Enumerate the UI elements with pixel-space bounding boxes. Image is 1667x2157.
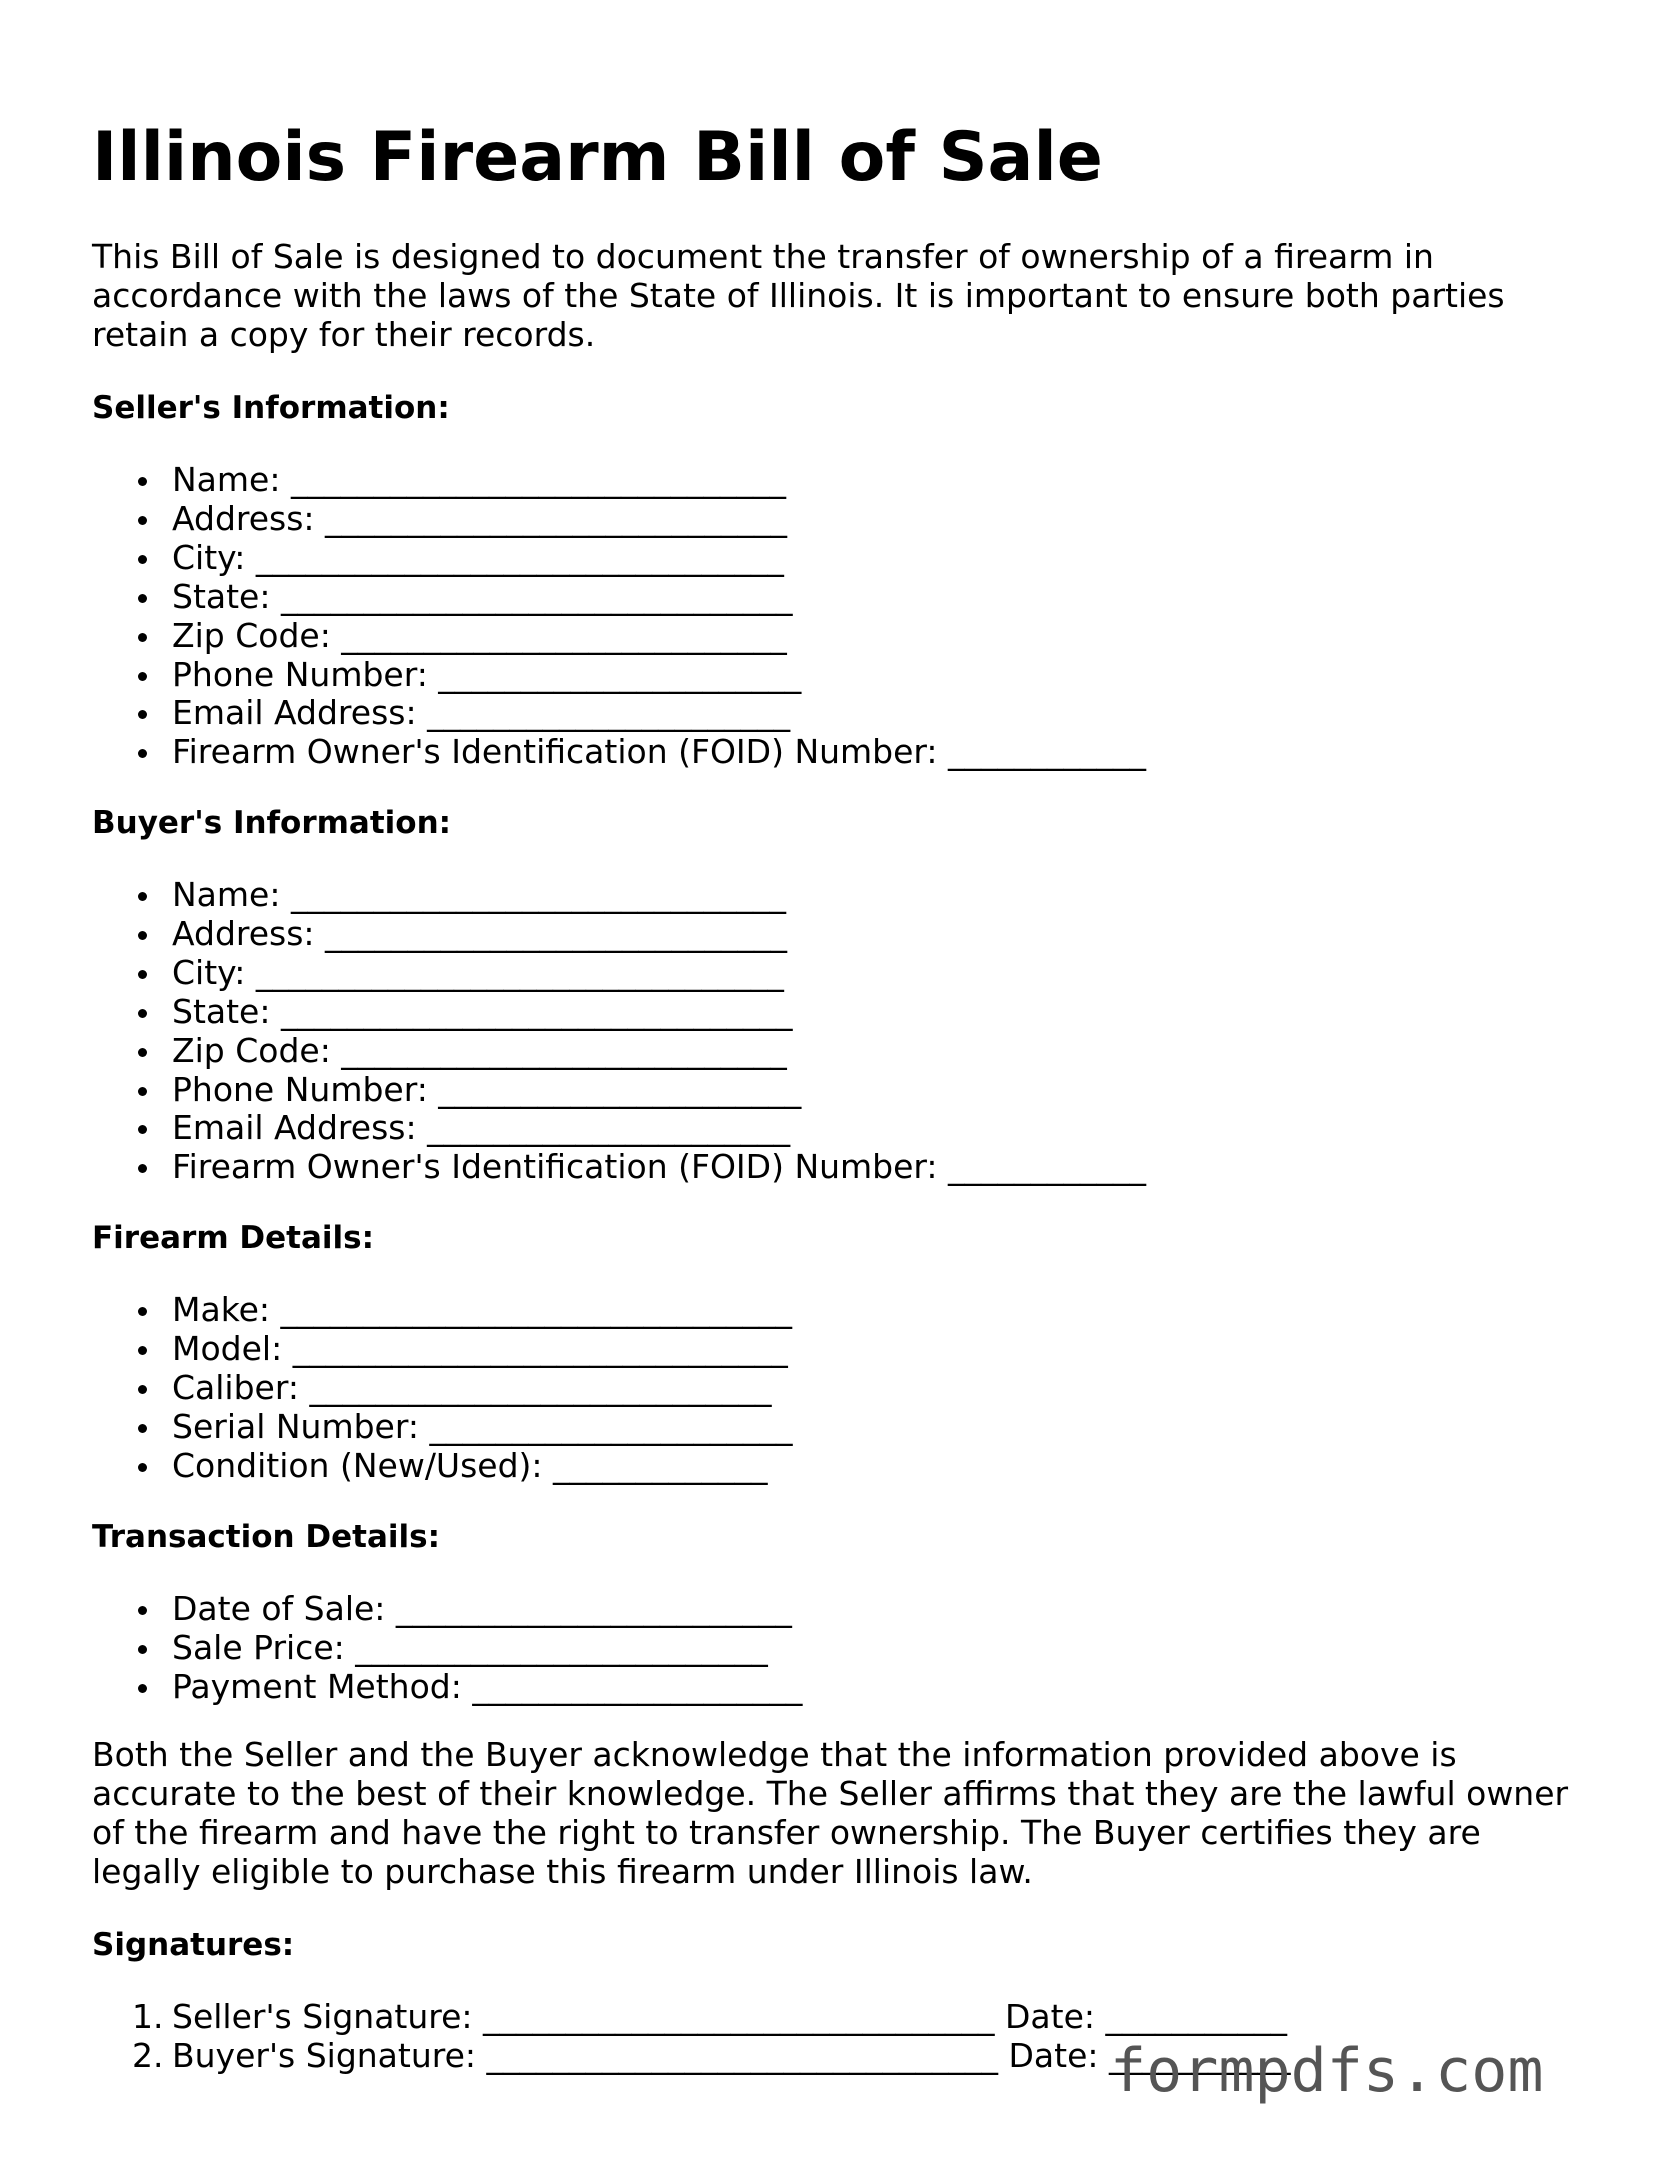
intro-line: This Bill of Sale is designed to document the transfer of ownership of a firearm in [92,237,1434,276]
buyer-signature-text: Buyer's Signature: _______________________________ Date: ___________ [172,2035,1291,2075]
seller-fields-list [172,461,1146,772]
firearm-caliber-field[interactable]: Caliber: ____________________________ [172,1369,792,1408]
buyer-foid-field[interactable]: Firearm Owner's Identification (FOID) Number: ____________ [172,1147,1147,1187]
buyer-heading: Buyer's Information: [92,805,452,841]
buyer-phone-field[interactable]: Phone Number: ______________________ [172,1071,1146,1110]
buyer-fields-list [172,876,1146,1187]
acknowledgment-line: legally eligible to purchase this firearm under Illinois law. [92,1852,1033,1891]
list-number: 1. [132,1997,164,2036]
seller-email-field[interactable]: Email Address: ______________________ [172,694,1146,733]
acknowledgment-paragraph [92,1735,1568,1891]
buyer-zip-field[interactable]: Zip Code: ___________________________ [172,1032,1146,1071]
acknowledgment-line: of the firearm and have the right to transfer ownership. The Buyer certifies they are [92,1813,1481,1852]
buyer-address-field[interactable]: Address: ____________________________ [172,915,1146,954]
buyer-email-field[interactable]: Email Address: ______________________ [172,1109,1146,1148]
firearm-serial-field[interactable]: Serial Number: ______________________ [172,1406,793,1446]
seller-foid-field[interactable]: Firearm Owner's Identification (FOID) Number: ____________ [172,732,1147,772]
seller-heading: Seller's Information: [92,390,450,426]
firearm-fields-list [172,1291,792,1486]
acknowledgment-line: Both the Seller and the Buyer acknowledge that the information provided above is [92,1735,1457,1774]
watermark: formpdfs.com [1110,2036,1544,2106]
buyer-name-field[interactable]: Name: ______________________________ [172,876,1146,915]
intro-line: retain a copy for their records. [92,315,596,354]
list-number: 2. [132,2035,164,2075]
transaction-fields-list [172,1590,802,1707]
seller-signature-text: Seller's Signature: _______________________________ Date: ___________ [172,1997,1287,2036]
firearm-make-field[interactable]: Make: _______________________________ [172,1290,793,1329]
seller-city-field[interactable]: City: ________________________________ [172,539,1146,578]
page-title: Illinois Firearm Bill of Sale [92,118,1103,197]
signatures-heading: Signatures: [92,1927,295,1963]
buyer-state-field[interactable]: State: _______________________________ [172,993,1146,1032]
buyer-city-field[interactable]: City: ________________________________ [172,954,1146,993]
firearm-model-field[interactable]: Model: ______________________________ [172,1330,792,1369]
seller-name-field[interactable]: Name: ______________________________ [172,461,1146,500]
intro-paragraph [92,237,1505,354]
intro-line: accordance with the laws of the State of Illinois. It is important to ensure both parties [92,276,1505,315]
sale-date-field[interactable]: Date of Sale: ________________________ [172,1590,802,1629]
sale-price-field[interactable]: Sale Price: _________________________ [172,1629,802,1668]
seller-state-field[interactable]: State: _______________________________ [172,578,1146,617]
seller-address-field[interactable]: Address: ____________________________ [172,500,1146,539]
transaction-heading: Transaction Details: [92,1519,440,1555]
payment-method-field[interactable]: Payment Method: ____________________ [172,1666,803,1706]
acknowledgment-line: accurate to the best of their knowledge. The Seller affirms that they are the lawful owner [92,1774,1569,1813]
seller-signature-line[interactable] [132,1997,1291,2037]
seller-zip-field[interactable]: Zip Code: ___________________________ [172,617,1146,656]
firearm-heading: Firearm Details: [92,1220,375,1256]
seller-phone-field[interactable]: Phone Number: ______________________ [172,656,1146,695]
firearm-condition-field[interactable]: Condition (New/Used): _____________ [172,1447,792,1486]
